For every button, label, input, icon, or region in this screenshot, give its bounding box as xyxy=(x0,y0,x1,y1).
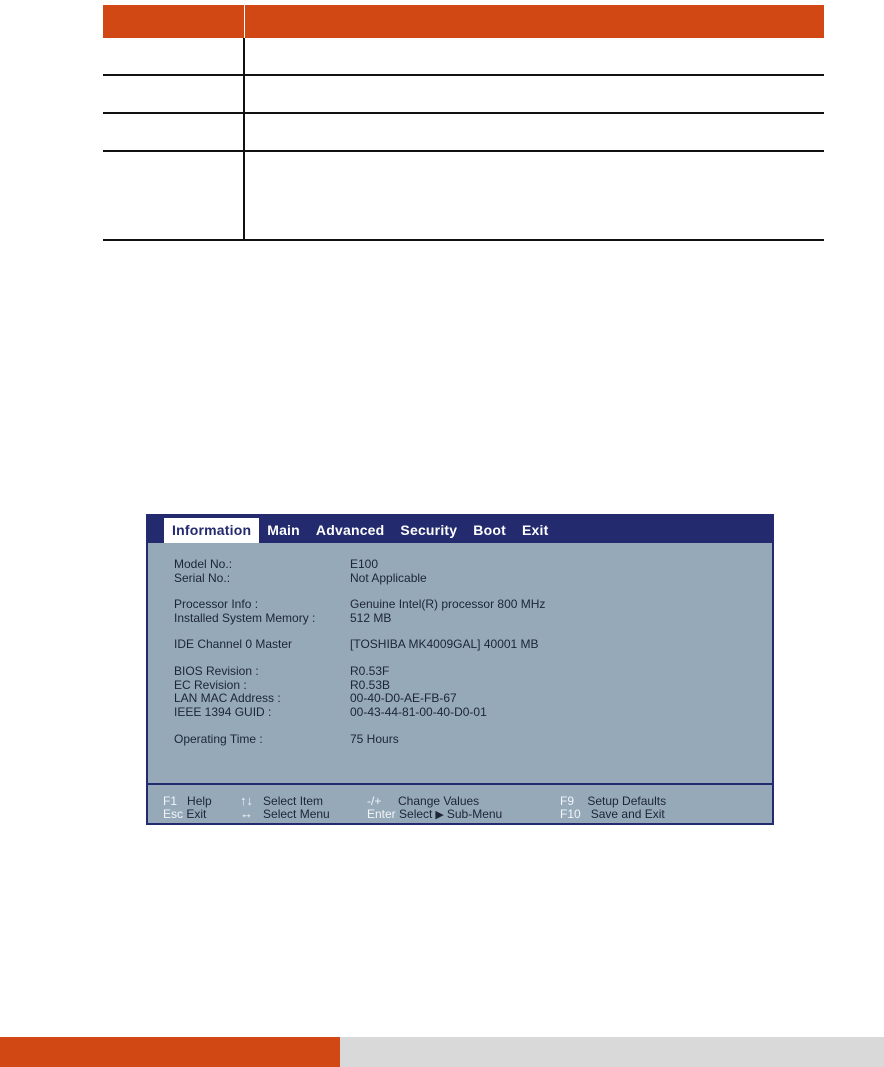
info-label: EC Revision : xyxy=(174,678,247,692)
change-values-hint xyxy=(367,794,479,808)
table-cell xyxy=(103,152,245,239)
save-exit-hint xyxy=(560,807,665,821)
play-arrow-icon: ▶ xyxy=(435,809,444,821)
table-row xyxy=(103,76,824,114)
f10-key: F10 xyxy=(560,807,581,821)
info-value: 00-43-44-81-00-40-D0-01 xyxy=(350,705,487,719)
tab-exit[interactable]: Exit xyxy=(521,522,549,538)
table-cell xyxy=(245,38,824,74)
bios-setup-screen xyxy=(146,514,774,825)
info-label: IDE Channel 0 Master xyxy=(174,637,293,651)
bios-key-legend xyxy=(148,787,772,823)
save-and-exit-label: Save and Exit xyxy=(590,807,665,821)
select-menu-label: Select Menu xyxy=(263,807,330,821)
info-value: Genuine Intel(R) processor 800 MHz xyxy=(350,597,546,611)
info-value: R0.53F xyxy=(350,664,390,678)
table-row xyxy=(103,114,824,152)
info-value: 00-40-D0-AE-FB-67 xyxy=(350,691,457,705)
table-header-row xyxy=(103,5,824,38)
info-value: Not Applicable xyxy=(350,571,427,585)
exit-label: Exit xyxy=(186,807,207,821)
info-value: E100 xyxy=(350,557,379,571)
footer-gray-bar xyxy=(340,1037,884,1067)
reference-table xyxy=(103,5,824,241)
select-label: Select xyxy=(399,807,433,821)
footer-accent-bar xyxy=(0,1037,340,1067)
table-row xyxy=(103,152,824,241)
help-label: Help xyxy=(187,794,212,808)
setup-defaults-label: Setup Defaults xyxy=(587,794,667,808)
setup-defaults-hint xyxy=(560,794,666,808)
f9-key: F9 xyxy=(560,794,575,808)
info-label: Processor Info : xyxy=(174,597,259,611)
info-label: Model No.: xyxy=(174,557,233,571)
information-panel xyxy=(148,543,772,785)
select-submenu-hint xyxy=(367,807,502,821)
table-row xyxy=(103,38,824,76)
f1-key: F1 xyxy=(163,794,178,808)
change-values-label: Change Values xyxy=(398,794,480,808)
info-label: Serial No.: xyxy=(174,571,231,585)
table-cell xyxy=(245,152,824,239)
table-cell xyxy=(245,114,824,150)
table-cell xyxy=(103,38,245,74)
left-right-arrow-icon: ↔ xyxy=(240,806,253,821)
info-label: IEEE 1394 GUID : xyxy=(174,705,272,719)
tab-main[interactable]: Main xyxy=(267,522,300,538)
tab-boot[interactable]: Boot xyxy=(473,522,506,538)
plus-minus-key: -/+ xyxy=(367,794,382,808)
info-value: R0.53B xyxy=(350,678,391,692)
tab-security[interactable]: Security xyxy=(400,522,458,538)
table-cell xyxy=(103,76,245,112)
f1-help-hint xyxy=(163,794,212,808)
tab-advanced[interactable]: Advanced xyxy=(315,522,385,538)
sub-menu-label: Sub-Menu xyxy=(446,807,503,821)
enter-key: Enter xyxy=(367,807,396,821)
info-value: 75 Hours xyxy=(350,732,399,746)
tab-information[interactable]: Information xyxy=(164,518,259,543)
up-down-arrows-icon: ↑↓ xyxy=(240,793,253,808)
info-label: Installed System Memory : xyxy=(174,611,316,625)
info-label: LAN MAC Address : xyxy=(174,691,281,705)
bios-menu-bar xyxy=(148,516,772,543)
info-label: BIOS Revision : xyxy=(174,664,259,678)
info-value: 512 MB xyxy=(350,611,392,625)
select-item-label: Select Item xyxy=(263,794,324,808)
select-menu-hint xyxy=(240,806,330,821)
table-cell xyxy=(245,76,824,112)
esc-exit-hint xyxy=(163,807,206,821)
table-cell xyxy=(103,114,245,150)
info-label: Operating Time : xyxy=(174,732,263,746)
esc-key: Esc xyxy=(163,807,184,821)
table-header-cell xyxy=(103,5,245,38)
table-header-cell xyxy=(245,5,824,38)
info-value: [TOSHIBA MK4009GAL] 40001 MB xyxy=(350,637,539,651)
